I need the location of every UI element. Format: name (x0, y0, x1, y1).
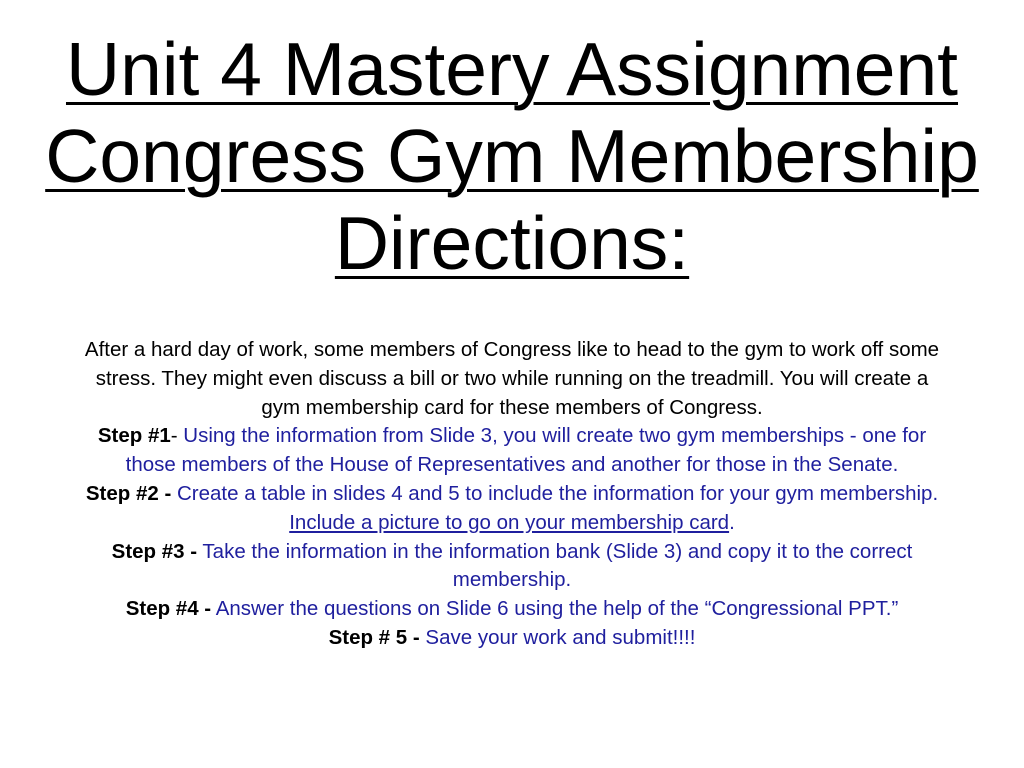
step-5 (82, 624, 942, 653)
step-1 (82, 422, 942, 480)
title-line-2: Congress Gym Membership (45, 114, 979, 198)
step-4 (82, 595, 942, 624)
step-3-label: Step #3 - (111, 539, 198, 563)
step-1-label: Step #1 (97, 424, 171, 448)
step-1-text: Using the information from Slide 3, you will create two gym memberships - one for those members of the House of Representatives and another for those in the Senate. (125, 424, 927, 477)
intro-paragraph: After a hard day of work, some members of Congress like to head to the gym to work off some stress. They might even discuss a bill or two while running on the treadmill. You will create a gym membership card for these members of Congress. (84, 338, 940, 419)
directions-body (82, 336, 942, 653)
step-5-label: Step # 5 - (328, 625, 420, 649)
step-3 (82, 538, 942, 596)
step-1-separator: - (170, 424, 178, 448)
title-line-1: Unit 4 Mastery Assignment (65, 27, 959, 111)
step-2-label: Step #2 - (85, 481, 172, 505)
step-5-text: Save your work and submit!!!! (419, 625, 696, 649)
step-2-period: . (729, 510, 735, 534)
title-line-3: Directions: (334, 201, 690, 285)
step-4-text: Answer the questions on Slide 6 using the help of the “Congressional PPT.” (211, 597, 899, 621)
page-title (0, 26, 1024, 287)
step-2-underlined-text: Include a picture to go on your membership card (289, 510, 730, 534)
step-4-label: Step #4 - (125, 597, 212, 621)
step-2-text: Create a table in slides 4 and 5 to include the information for your gym membership. (171, 481, 939, 505)
step-3-text: Take the information in the information bank (Slide 3) and copy it to the correct membership. (197, 539, 913, 592)
step-2 (82, 480, 942, 538)
